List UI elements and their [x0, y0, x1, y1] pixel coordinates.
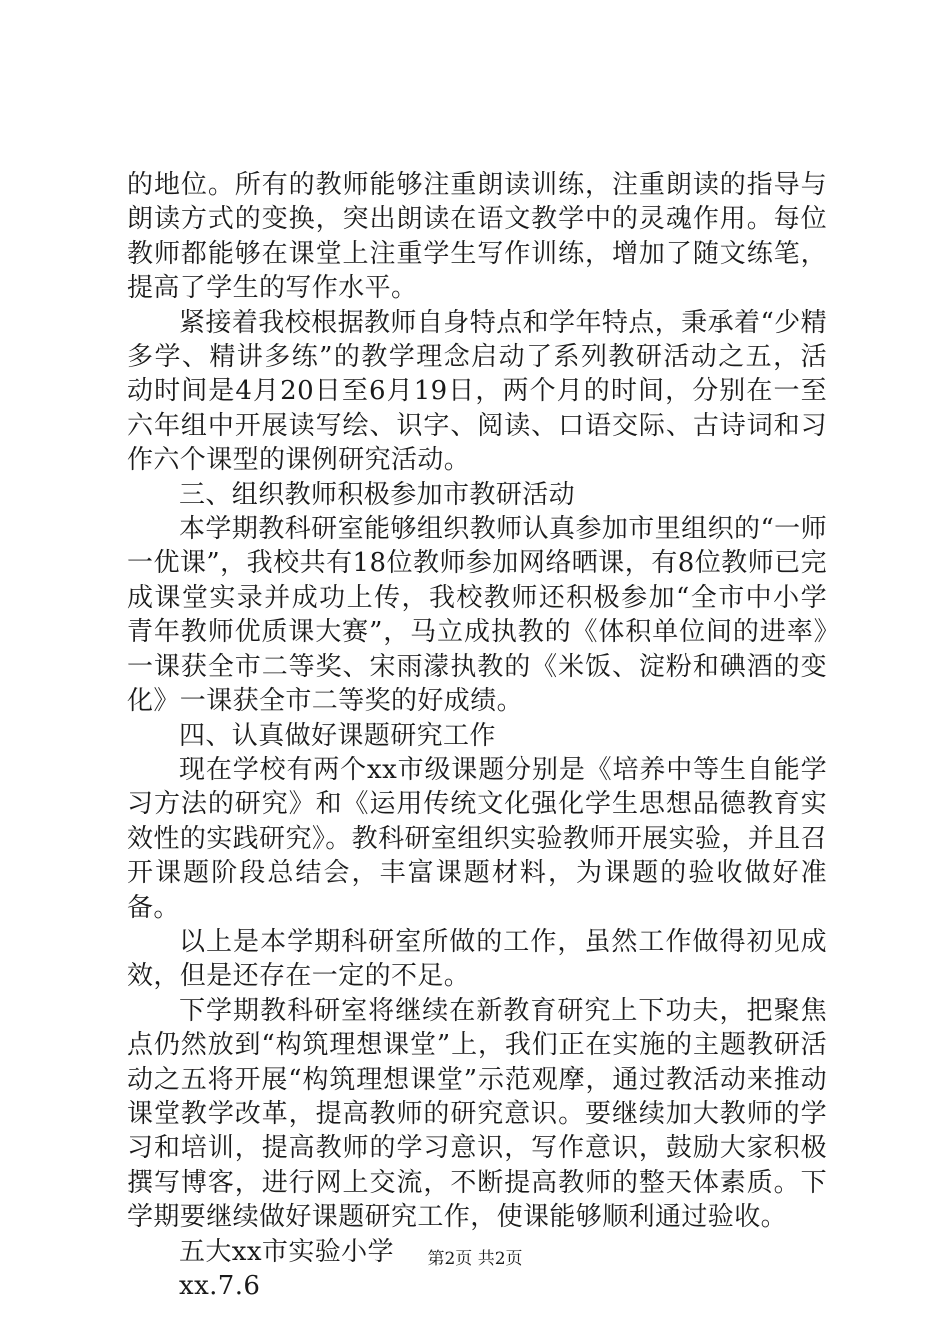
paragraph-research-activities: 紧接着我校根据教师自身特点和学年特点，秉承着“少精多学、精讲多练”的教学理念启动了系列教研活动之五，活动时间是4月20日至6月19日，两个月的时间，分别在一至六年组中开展读写绘、识字、阅读、口语交际、古诗词和习作六个课型的课例研究活动。 [127, 307, 827, 476]
signature-date: xx.7.6 [179, 1271, 261, 1301]
paragraph-summary: 以上是本学期科研室所做的工作，虽然工作做得初见成效，但是还存在一定的不足。 [127, 926, 827, 992]
paragraph-next-semester: 下学期教科研室将继续在新教育研究上下功夫，把聚焦点仍然放到“构筑理想课堂”上，我们正在实施的主题教研活动之五将开展“构筑理想课堂”示范观摩，通过教活动来推动课堂教学改革，提高教师的研究意识。要继续加大教师的学习和培训，提高教师的学习意识，写作意识，鼓励大家积极撰写博客，进行网上交流，不断提高教师的整天体素质。下学期要继续做好课题研究工作，使课能够顺利通过验收。 [127, 995, 827, 1233]
signature-school: 五大xx市实验小学 [179, 1236, 394, 1267]
page-footer: 第2页 共2页 [427, 1249, 523, 1269]
paragraph-research-projects: 现在学校有两个xx市级课题分别是《培养中等生自能学习方法的研究》和《运用传统文化强化学生思想品德教育实效性的实践研究》。教科研室组织实验教师开展实验，并且召开课题阶段总结会，丰富课题材料，为课题的验收做好准备。 [127, 754, 827, 923]
paragraph-city-activities: 本学期教科研室能够组织教师认真参加市里组织的“一师一优课”，我校共有18位教师参加网络晒课，有8位教师已完成课堂实录并成功上传，我校教师还积极参加“全市中小学青年教师优质课大赛”，马立成执教的《体积单位间的进率》一课获全市二等奖、宋雨濛执教的《米饭、淀粉和碘酒的变化》一课获全市二等奖的好成绩。 [127, 514, 827, 717]
document-body [127, 168, 827, 1303]
section-heading-3: 三、组织教师积极参加市教研活动 [179, 479, 576, 510]
section-heading-4: 四、认真做好课题研究工作 [179, 720, 496, 751]
paragraph-continuation: 的地位。所有的教师能够注重朗读训练，注重朗读的指导与朗读方式的变换，突出朗读在语文教学中的灵魂作用。每位教师都能够在课堂上注重学生写作训练，增加了随文练笔，提高了学生的写作水平。 [127, 170, 827, 304]
